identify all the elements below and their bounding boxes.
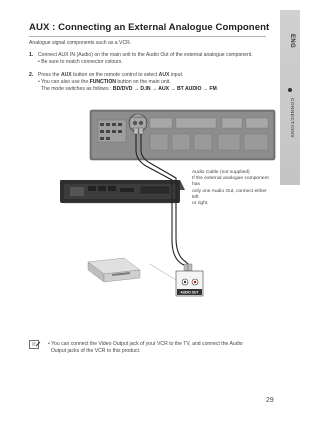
main-unit (60, 180, 185, 203)
note-icon (29, 340, 41, 350)
step-2-text-c: input. (169, 72, 184, 78)
step-1-number: 1. (29, 52, 34, 58)
callout-line-2: If the external analogue component has (192, 176, 269, 188)
callout-line-1: Audio Cable (not supplied) (192, 170, 250, 175)
step-2-text-a: Press the (38, 72, 61, 78)
page-title: AUX : Connecting an External Analogue Component (29, 22, 270, 33)
intro-text: Analogue signal components such as a VCR. (29, 40, 132, 46)
section-label: CONNECTIONS (289, 98, 294, 138)
note-line-2: Output jacks of the VCR to this product. (50, 348, 141, 354)
step-2-bullet: • You can also use the FUNCTION button on the main unit. (38, 79, 171, 85)
function-bold: FUNCTION (89, 79, 116, 85)
mode-sequence-values: BD/DVD → D.IN → AUX → BT AUDIO → FM (112, 86, 217, 92)
note-text: • You can connect the Video Output jack of your VCR to the TV, and connect the Audio Output jacks of the VCR to this product. (48, 341, 243, 354)
audio-out-label: AUDIO OUT (180, 290, 199, 295)
step-2-text-b: button on the remote control to select (71, 72, 159, 78)
step-2-number: 2. (29, 72, 34, 78)
step-2-aux-bold-2: AUX (158, 72, 170, 78)
step-1-bullet: • Be sure to match connector colours. (38, 59, 123, 65)
cable-callout (192, 170, 270, 207)
step-2-bullet-a: You can also use the (41, 79, 90, 85)
aux-label: AUX (134, 113, 142, 117)
step-1-bullet-text: Be sure to match connector colours. (41, 59, 123, 65)
callout-line-4: or right. (192, 201, 209, 207)
vcr-rear-detail (176, 271, 203, 296)
step-2-bullet-b: button on the main unit. (115, 79, 171, 85)
vcr-device (88, 258, 140, 282)
step-1-text: Connect AUX IN (Audio) on the main unit to the Audio Out of the external analogue component. (38, 52, 253, 58)
main-unit-rear-panel (90, 110, 275, 160)
callout-line-3: only one Audio Out, connect either left (192, 188, 267, 200)
mode-sequence-end: . (216, 86, 219, 92)
mode-sequence-label: The mode switches as follows : (41, 86, 113, 92)
note-line-1: You can connect the Video Output jack of your VCR to the TV, and connect the Audio (51, 341, 243, 347)
step-2-aux-bold: AUX (60, 72, 72, 78)
language-label: ENG (289, 34, 295, 49)
page-number: 29 (266, 397, 274, 404)
